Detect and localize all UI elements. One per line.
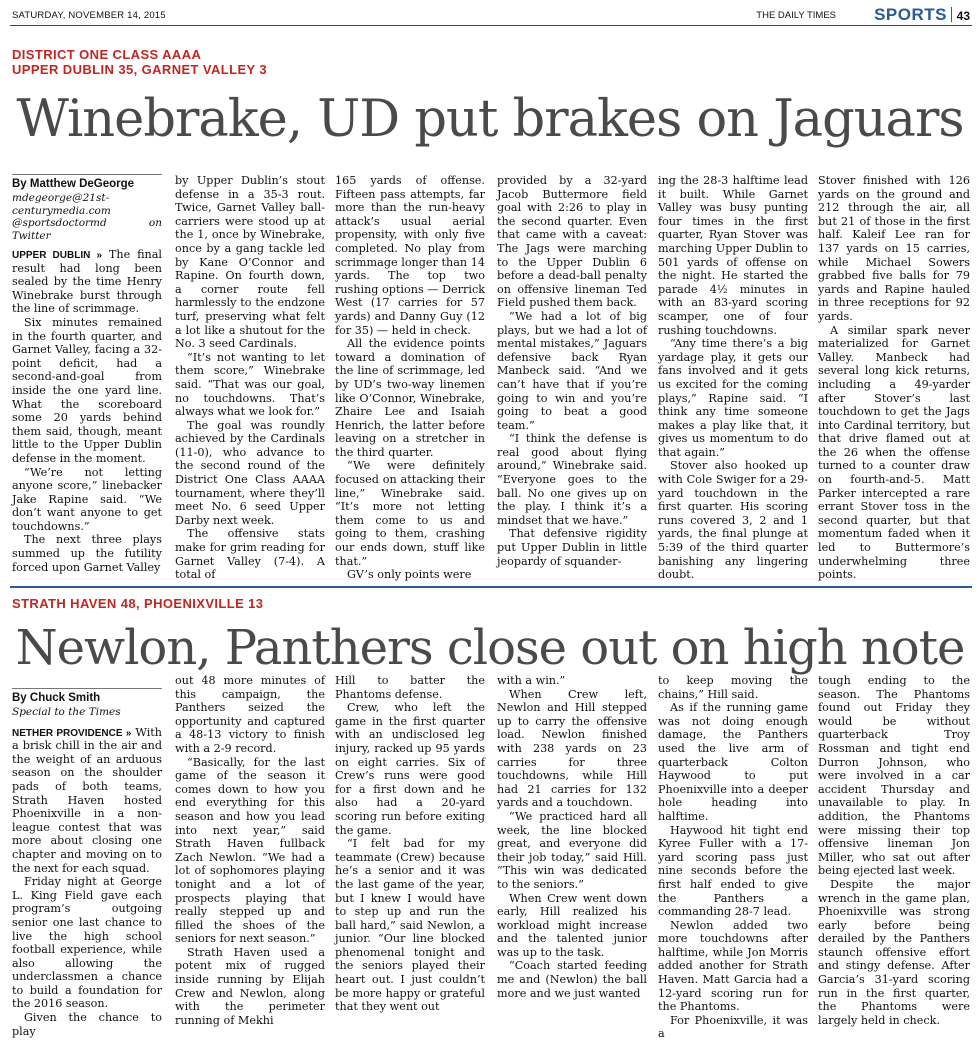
section-name: SPORTS <box>874 5 947 24</box>
story1-column-1 <box>12 174 162 574</box>
paragraph: with a win.” <box>497 674 566 687</box>
story1-column-3 <box>335 174 485 582</box>
paragraph: 165 yards of offense. Fifteen pass attempts, far more than the run-heavy attack’s usual aerial propensity, with only five completed. No play from scrimmage longer than 14 yards. The top two rushing options — Derrick West (17 carries for 57 yards) and Danny Guy (12 for 35) — held in check. <box>335 174 485 337</box>
paragraph: All the evidence points toward a domination of the line of scrimmage, led by UD’s two-way linemen like O’Connor, Winebrake, Zhaire Lee and Isaiah Henrich, the latter before leaving on a stretcher in the third quarter. <box>335 337 485 459</box>
story1-kicker: DISTRICT ONE CLASS AAAA <box>12 47 202 62</box>
paragraph: A similar spark never materialized for Garnet Valley. Manbeck had several long kick returns, including a 49-yarder after Stover’s last touchdown to get the Jags into Cardinal territory, but that drive flamed out at the 26 when the offense turned to a counter draw on fourth-and-5. Matt Parker intercepted a rare errant Stover toss in the second quarter, but that momentum faded when it led to Buttermore’s underwhelming three points. <box>818 323 970 582</box>
story1-byline: By Matthew DeGeorge <box>12 178 135 190</box>
paragraph: The offensive stats make for grim reading for Garnet Valley (7-4). A total of <box>175 527 325 582</box>
story1-column-2 <box>175 174 325 582</box>
paragraph: Friday night at George L. King Field gave each program’s outgoing senior one last chance to live the high school football experience, while also allowing the underclassmen a chance to build a foundation for the 2016 season. <box>12 875 162 1011</box>
story2-column-5 <box>658 674 808 1041</box>
paragraph: Newlon added two more touchdowns after halftime, while Jon Morris added another for Strath Haven. Matt Garcia had a 12-yard scoring run for the Phantoms. <box>658 918 808 1014</box>
paragraph: Stover finished with 126 yards on the ground and 212 through the air, all but 21 of those in the first half. Kaleif Lee ran for 137 yards on 15 carries, while Michael Sowers grabbed five balls for 79 yards and Rapine hauled in three receptions for 92 yards. <box>818 174 970 323</box>
story-divider <box>10 586 972 588</box>
paragraph: Given the chance to play <box>12 1011 162 1038</box>
story2-column-4 <box>497 674 647 1000</box>
paragraph: “Any time there’s a big yardage play, it gets our fans involved and it gets us excited for the coming plays,” Rapine said. “I think any time someone makes a play like that, it gives us momentum to do that again.” <box>658 337 808 459</box>
paragraph: GV’s only points were <box>347 568 472 582</box>
paragraph-text: With a brisk chill in the air and the weight of an arduous season on the shoulder pads of both teams, Strath Haven hosted Phoenixville in a non-league contest that was more about closing one chapter and moving on to the next for each squad. <box>12 725 163 875</box>
paragraph: “We had a lot of big plays, but we had a lot of mental mistakes,” Jaguars defensive back Ryan Manbeck said. “And we can’t have that if you’re going to win and you’re going to beat a good team.” <box>497 309 647 432</box>
paragraph: “Basically, for the last game of the season it comes down to how you end everything for this season and how you lead into next year,” said Strath Haven fullback Zach Newlon. “We had a lot of sophomores playing tonight and a lot of prospects playing that really stepped up and filled the shoes of the seniors for next season.” <box>175 755 325 946</box>
header-divider <box>951 7 952 22</box>
paragraph: “We were definitely focused on attacking their line,” Winebrake said. “It’s more not letting them come to us and going to them, crashing our ends down, stuff like that.” <box>335 459 485 568</box>
story2-headline: Newlon, Panthers close out on high note <box>15 620 965 676</box>
story2-dateline: NETHER PROVIDENCE » <box>12 727 132 739</box>
paragraph <box>12 248 162 316</box>
story1-dateline: UPPER DUBLIN » <box>12 250 103 261</box>
story2-role: Special to the Times <box>12 706 121 718</box>
story1-column-5 <box>658 174 808 582</box>
story1-column-6 <box>818 174 970 582</box>
paragraph: When Crew went down early, Hill realized his workload might increase and the talented junior was up to the task. <box>497 891 647 959</box>
paragraph: Six minutes remained in the fourth quarter, and Garnet Valley, facing a 32-point deficit, had a second-and-goal from inside the one yard line. What the scoreboard some 20 yards behind them said, though, meant little to the Upper Dublin defense in the moment. <box>12 315 162 465</box>
paragraph: to keep moving the chains,” Hill said. <box>658 674 808 701</box>
paragraph: When Crew left, Newlon and Hill stepped up to carry the offensive load. Newlon finished with 238 yards on 23 carries for three touchdowns, while Hill had 21 carries for 132 yards and a touchdown. <box>497 687 647 810</box>
paragraph: provided by a 32-yard Jacob Buttermore field goal with 2:26 to play in the second quarter. Even that came with a caveat: The Jags were marching to the Upper Dublin 6 before a dead-ball penalty on offensive lineman Ted Field pushed them back. <box>497 174 647 310</box>
paragraph: Crew, who left the game in the first quarter with an undisclosed leg injury, racked up 95 yards on eight carries. Six of Crew’s runs were good for a first down and he also had a 20-yard scoring run before exiting the game. <box>335 701 485 837</box>
story2-column-2 <box>175 674 325 1027</box>
page-header <box>10 6 972 26</box>
paragraph-text: The final result had long been sealed by the time Henry Winebrake burst through the line of scrimmage. <box>12 248 162 316</box>
paragraph: “Coach started feeding me and (Newlon) the ball more and we just wanted <box>497 959 647 1000</box>
byline-rule <box>12 688 162 689</box>
paragraph: tough ending to the season. The Phantoms found out Friday they would be without quarterback Troy Rossman and tight end Durron Johnson, who were involved in a car accident Thursday and unavailable to play. In addition, the Phantoms were missing their top offensive lineman Jon Miller, who sat out after being ejected last week. <box>818 674 970 878</box>
paragraph: ing the 28-3 halftime lead it built. While Garnet Valley was busy punting four times in the first quarter, Ryan Stover was marching Upper Dublin to 501 yards of offense on the night. He started the parade 4½ minutes in with an 83-yard scoring scamper, one of four rushing touchdowns. <box>658 174 808 337</box>
paragraph: That defensive rigidity put Upper Dublin in little jeopardy of squander- <box>497 527 647 568</box>
paragraph: “We’re not letting anyone score,” linebacker Jake Rapine said. “We don’t want anyone to get touchdowns.” <box>12 465 162 533</box>
story1-column-4 <box>497 174 647 574</box>
story2-score: STRATH HAVEN 48, PHOENIXVILLE 13 <box>12 596 264 611</box>
paragraph: by Upper Dublin’s stout defense in a 35-3 rout. Twice, Garnet Valley ball-carriers were stood up at the 1, once by Winebrake, once by a gang tackle led by Kane O’Connor and Rapine. On fourth down, a corner route fell harmlessly to the endzone turf, preserving what felt a lot like a shutout for the No. 3 seed Cardinals. <box>175 174 325 351</box>
paragraph: “I felt bad for my teammate (Crew) because he’s a senior and it was the last game of the year, but I knew I would have to step up and run the ball hard,” said Newlon, a junior. “Our line blocked phenomenal tonight and the seniors played their heart out. I just couldn’t be more happy or grateful that they went out <box>335 837 485 1014</box>
paragraph: “It’s not wanting to let them score,” Winebrake said. “That was our goal, no touchdowns. That’s always what we look for.” <box>175 350 325 419</box>
paragraph: Hill to batter the Phantoms defense. <box>335 674 485 701</box>
paragraph: Haywood hit tight end Kyree Fuller with a 17-yard scoring pass just nine seconds before the first half ended to give the Panthers a commanding 28-7 lead. <box>658 823 808 919</box>
story2-column-1 <box>12 688 163 1038</box>
story2-byline: By Chuck Smith <box>12 692 101 704</box>
paragraph: “We practiced hard all week, the line blocked great, and everyone did their job today,” said Hill. “This win was dedicated to the seniors.” <box>497 809 647 891</box>
paragraph: out 48 more minutes of this campaign, the Panthers seized the opportunity and captured a 48-13 victory to finish with a 2-9 record. <box>175 674 325 755</box>
story2-column-3 <box>335 674 485 1014</box>
paper-name: THE DAILY TIMES <box>756 10 836 21</box>
story2-column-6 <box>818 674 970 1027</box>
issue-date: SATURDAY, NOVEMBER 14, 2015 <box>12 10 166 21</box>
paragraph: Despite the major wrench in the game plan, Phoenixville was strong early before being derailed by the Panthers staunch offensive effort and stingy defense. After Garcia’s 31-yard scoring run in the first quarter, the Phantoms were largely held in check. <box>818 877 970 1027</box>
paragraph: “I think the defense is real good about flying around,” Winebrake said. “Everyone goes to the ball. No one gives up on the play. I think it’s a mindset that we have.” <box>497 432 647 527</box>
paragraph: The next three plays summed up the futility forced upon Garnet Valley <box>12 533 162 574</box>
paragraph: For Phoenixville, it was a <box>658 1013 808 1041</box>
paragraph: Strath Haven used a potent mix of rugged inside running by Elijah Crew and Newlon, along with the perimeter running of Mekhi <box>175 945 325 1027</box>
paragraph: Stover also hooked up with Cole Swiger for a 29-yard touchdown in the first quarter. His scoring runs covered 3, 2 and 1 yards, the final plunge at 5:39 of the third quarter banishing any lingering doubt. <box>658 459 808 582</box>
story1-email: mdegeorge@21st-centurymedia.com <box>12 192 111 217</box>
paragraph <box>12 726 162 876</box>
story1-headline: Winebrake, UD put brakes on Jaguars <box>16 90 964 149</box>
byline-rule <box>12 174 162 175</box>
story1-twitter: @sportsdoctormd on Twitter <box>12 217 162 242</box>
paragraph: The goal was roundly achieved by the Cardinals (11-0), who advance to the second round of the District One Class AAAA tournament, where they’ll meet No. 6 seed Upper Darby next week. <box>175 418 325 527</box>
story1-score: UPPER DUBLIN 35, GARNET VALLEY 3 <box>12 62 268 77</box>
paragraph: As if the running game was not doing enough damage, the Panthers used the live arm of quarterback Colton Haywood to put Phoenixville into a deeper hole heading into halftime. <box>658 701 808 823</box>
page-number: 43 <box>956 9 970 23</box>
